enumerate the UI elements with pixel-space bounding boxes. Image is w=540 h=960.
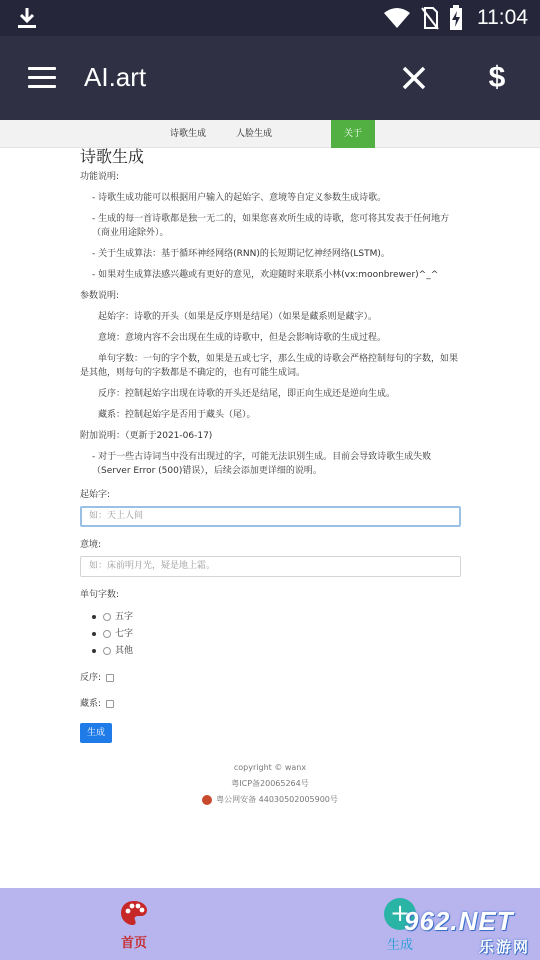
nav-tabs: [0, 120, 540, 148]
radio-seven[interactable]: [103, 630, 111, 638]
battery-charging-icon: [449, 5, 463, 31]
extra-item: - 对于一些古诗词当中没有出现过的字，可能无法识别生成。目前会导致诗歌生成失败（Server Error (500)错误），后续会添加更详细的说明。: [92, 452, 432, 476]
param-item: 单句字数：一句的字个数，如果是五或七字，那么生成的诗歌会严格控制每句的字数，如果是其他，则每句的字数都是不确定的，也有可能生成词。: [80, 354, 459, 378]
app-title: AI.art: [84, 62, 147, 92]
copyright: copyright © wanx: [233, 763, 307, 772]
watermark-text: 962.NET: [404, 906, 514, 936]
param-heading: 参数说明:: [80, 291, 120, 301]
option-label: 五字: [115, 611, 134, 622]
police-text: 粤公网安备 44030502005900号: [216, 795, 338, 804]
length-label: 单句字数:: [80, 590, 120, 600]
start-label: 起始字:: [80, 490, 111, 500]
length-option-other[interactable]: [92, 642, 461, 659]
status-bar: [0, 0, 540, 36]
bullet: [92, 649, 96, 653]
param-item: 意境：意境内容不会出现在生成的诗歌中，但是会影响诗歌的生成过程。: [98, 333, 387, 343]
mood-label: 意境:: [80, 540, 102, 550]
reverse-label: 反序:: [80, 673, 102, 683]
reverse-checkbox[interactable]: [106, 674, 114, 682]
download-icon: [16, 6, 38, 30]
hide-row: [80, 697, 461, 711]
no-sim-icon: [421, 6, 439, 30]
main-content: [80, 146, 461, 743]
function-item: - 生成的每一首诗歌都是独一无二的，如果您喜欢所生成的诗歌，您可将其发表于任何地方（商业用途除外）。: [92, 214, 450, 238]
reverse-row: [80, 671, 461, 685]
option-label: 其他: [115, 645, 134, 656]
bullet: [92, 632, 96, 636]
bullet: [92, 615, 96, 619]
status-icons: [383, 4, 528, 32]
wifi-icon: [383, 7, 411, 29]
palette-icon: [120, 900, 148, 926]
length-option-five[interactable]: [92, 608, 461, 625]
function-heading: 功能说明:: [80, 172, 120, 182]
watermark-subtext: 乐游网: [478, 938, 530, 956]
menu-icon[interactable]: [28, 67, 56, 89]
extra-heading: 附加说明：（更新于2021-06-17): [80, 431, 213, 441]
start-input[interactable]: 如：天上人间: [80, 506, 461, 527]
radio-other[interactable]: [103, 647, 111, 655]
option-label: 七字: [115, 628, 134, 639]
tab-about[interactable]: 关于: [331, 120, 375, 148]
length-option-seven[interactable]: [92, 625, 461, 642]
nav-home[interactable]: [108, 900, 160, 951]
icp-link[interactable]: 粤ICP备20065264号: [231, 779, 309, 788]
function-item: - 关于生成算法：基于循环神经网络(RNN)的长短期记忆神经网络(LSTM)。: [92, 249, 390, 259]
nav-generate-label: 生成: [386, 938, 413, 953]
police-record[interactable]: [0, 792, 540, 808]
close-icon[interactable]: [396, 60, 432, 96]
tab-face[interactable]: 人脸生成: [236, 129, 273, 139]
function-item: - 诗歌生成功能可以根据用户输入的起始字、意境等自定义参数生成诗歌。: [92, 193, 387, 203]
police-badge-icon: [202, 795, 212, 805]
hide-checkbox[interactable]: [106, 700, 114, 708]
function-item: - 如果对生成算法感兴趣或有更好的意见，欢迎随时来联系小林(vx:moonbrewer)^_^: [92, 270, 439, 280]
param-item: 反序：控制起始字出现在诗歌的开头还是结尾，即正向生成还是逆向生成。: [98, 389, 396, 399]
tab-poetry[interactable]: 诗歌生成: [170, 129, 207, 139]
length-options: [80, 608, 461, 659]
footer: [0, 760, 540, 808]
radio-five[interactable]: [103, 613, 111, 621]
nav-home-label: 首页: [120, 936, 147, 951]
app-bar: [0, 36, 540, 120]
generate-button[interactable]: 生成: [80, 723, 112, 743]
add-icon[interactable]: +: [384, 898, 416, 930]
hide-label: 藏系:: [80, 699, 102, 709]
status-time: 11:04: [477, 6, 528, 29]
param-item: 起始字：诗歌的开头（如果是反序则是结尾）（如果是藏系则是藏字）。: [98, 312, 378, 322]
mood-input[interactable]: 如：床前明月光，疑是地上霜。: [80, 556, 461, 577]
watermark-logo: [404, 906, 536, 958]
page-title: 诗歌生成: [80, 147, 145, 166]
dollar-icon[interactable]: $: [488, 61, 506, 94]
param-item: 藏系：控制起始字是否用于藏头（尾）。: [98, 410, 256, 420]
